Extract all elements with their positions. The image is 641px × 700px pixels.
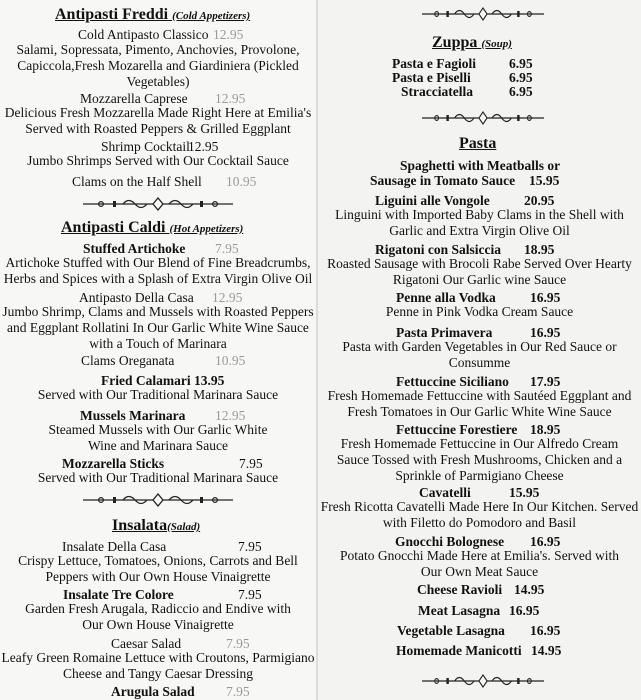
section-title-antipasti-caldi: Antipasti Caldi (Hot Appetizers)	[61, 219, 244, 236]
menu-item-mussels-marinara: Mussels Marinara	[80, 408, 186, 423]
menu-item-insalate-della-casa: Insalate Della Casa	[62, 539, 167, 554]
section-title-insalata: Insalata(Salad)	[112, 517, 201, 534]
item-price: 16.95	[530, 325, 561, 340]
item-price: 17.95	[530, 374, 561, 389]
menu-item-shrimp-cocktail: Shrimp Cocktail	[101, 139, 190, 154]
item-price: 7.95	[226, 636, 250, 651]
item-description: Pasta with Garden Vegetables in Our Red Sauce or Consumme	[342, 339, 617, 370]
menu-item-fettuccine-forestiere: Fettuccine Forestiere	[396, 422, 518, 437]
item-price: 12.95	[188, 139, 219, 154]
menu-item-liguini-vongole: Liguini alle Vongole	[375, 193, 490, 208]
menu-item-fried-calamari: Fried Calamari	[101, 373, 191, 388]
item-price: 12.95	[212, 290, 243, 305]
item-description: Roasted Sausage with Brocoli Rabe Served Over Hearty Rigatoni Our Garlic wine Sauce	[327, 256, 632, 287]
item-price: 7.95	[238, 539, 262, 554]
item-description: Linguini with Imported Baby Clams in the Shell with Garlic and Extra Virgin Olive Oil	[335, 207, 624, 238]
menu-item-spaghetti-meatballs: Spaghetti with Meatballs or	[400, 158, 561, 173]
item-price: 14.95	[531, 643, 562, 658]
item-price: 16.95	[530, 623, 561, 638]
item-description: Served with Our Traditional Marinara Sauce	[37, 387, 279, 402]
item-description: Artichoke Stuffed with Our Blend of Fine Breadcrumbs, Herbs and Spices with a Splash of Extra Virgin Olive Oil	[3, 255, 313, 286]
menu-item-vegetable-lasagna: Vegetable Lasagna	[397, 623, 505, 638]
item-description: Delicious Fresh Mozzarella Made Right Here at Emilia's Served with Roasted Peppers & Grilled Eggplant	[4, 105, 312, 136]
menu-item-mozzarella-sticks: Mozzarella Sticks	[62, 456, 165, 471]
menu-item-fettuccine-siciliano: Fettuccine Siciliano	[396, 374, 509, 389]
ornament-divider	[422, 7, 544, 21]
menu-item-stuffed-artichoke: Stuffed Artichoke	[83, 241, 186, 256]
item-price: 12.95	[215, 408, 246, 423]
menu-item-arugula-salad: Arugula Salad	[111, 684, 195, 699]
section-title-pasta: Pasta	[459, 135, 497, 152]
item-price: 6.95	[509, 84, 533, 99]
item-price: 7.95	[239, 456, 263, 471]
item-price: 14.95	[514, 582, 545, 597]
section-title-antipasti-freddi: Antipasti Freddi (Cold Appetizers)	[55, 6, 251, 23]
menu-item-penne-vodka: Penne alla Vodka	[396, 290, 496, 305]
menu-item-spaghetti-meatballs-line2: Sausage in Tomato Sauce	[370, 173, 516, 188]
item-price: 16.95	[530, 534, 561, 549]
item-description: Jumbo Shrimps Served with Our Cocktail Sauce	[27, 153, 289, 168]
menu-item-pasta-primavera: Pasta Primavera	[396, 325, 493, 340]
item-price: 12.95	[213, 27, 244, 42]
ornament-divider	[422, 674, 544, 688]
item-description: Fresh Homemade Fettuccine with Sautéed Eggplant and Fresh Tomatoes in Our Garlic White Wine Sauce	[327, 388, 632, 419]
menu-item-cold-antipasto-classico: Cold Antipasto Classico	[78, 27, 209, 42]
menu-item-pasta-e-piselli: Pasta e Piselli	[392, 70, 471, 85]
menu-item-mozzarella-caprese: Mozzarella Caprese	[80, 91, 188, 106]
ornament-divider	[83, 197, 233, 211]
item-price: 13.95	[194, 373, 225, 388]
item-price: 18.95	[524, 242, 555, 257]
item-description: Potato Gnocchi Made Here at Emilia's. Served with Our Own Meat Sauce	[339, 548, 620, 579]
item-price: 16.95	[509, 603, 540, 618]
menu-item-caesar-salad: Caesar Salad	[111, 636, 182, 651]
item-price: 6.95	[509, 56, 533, 71]
menu-item-antipasto-della-casa: Antipasto Della Casa	[79, 290, 194, 305]
item-description: Served with Our Traditional Marinara Sauce	[37, 470, 279, 485]
item-price: 10.95	[226, 174, 257, 189]
menu-item-clams-oreganata: Clams Oreganata	[81, 353, 175, 368]
item-description: Salami, Sopressata, Pimento, Anchovies, Provolone, Capiccola,Fresh Mozarella and Giardiniera (Pickled Vegetables)	[16, 42, 300, 89]
item-description: Crispy Lettuce, Tomatoes, Onions, Carrots and Bell Peppers with Our Own House Vinaigrette	[18, 553, 298, 584]
item-price: 6.95	[509, 70, 533, 85]
item-price: 7.95	[238, 587, 262, 602]
right-menu-page	[318, 0, 641, 700]
section-title-zuppa: Zuppa (Soup)	[432, 34, 512, 51]
item-price: 12.95	[215, 91, 246, 106]
item-description: Garden Fresh Arugala, Radiccio and Endive with Our Own House Vinaigrette	[25, 601, 291, 632]
ornament-divider	[422, 111, 544, 125]
menu-item-cheese-ravioli: Cheese Ravioli	[417, 582, 503, 597]
item-description: Leafy Green Romaine Lettuce with Croutons, Parmigiano Cheese and Tangy Caesar Dressing	[1, 650, 315, 681]
menu-item-insalate-tre-colore: Insalate Tre Colore	[63, 587, 174, 602]
item-price: 15.95	[529, 173, 560, 188]
item-price: 16.95	[530, 290, 561, 305]
menu-item-gnocchi-bolognese: Gnocchi Bolognese	[395, 534, 505, 549]
menu-item-homemade-manicotti: Homemade Manicotti	[396, 643, 522, 658]
item-price: 18.95	[530, 422, 561, 437]
menu-item-cavatelli: Cavatelli	[419, 485, 471, 500]
item-description: Fresh Homemade Fettuccine in Our Alfredo Cream Sauce Tossed with Fresh Mushrooms, Chicken and a Sprinkle of Parmigiano Cheese	[336, 436, 623, 483]
left-menu-page	[0, 0, 317, 700]
item-price: 15.95	[509, 485, 540, 500]
menu-item-rigatoni-salsiccia: Rigatoni con Salsiccia	[375, 242, 502, 257]
item-price: 20.95	[524, 193, 555, 208]
menu-item-meat-lasagna: Meat Lasagna	[418, 603, 501, 618]
item-description: Steamed Mussels with Our Garlic White Wine and Marinara Sauce	[48, 422, 268, 453]
menu-item-clams-half-shell: Clams on the Half Shell	[72, 174, 202, 189]
item-price: 7.95	[226, 684, 250, 699]
menu-item-pasta-e-fagioli: Pasta e Fagioli	[392, 56, 476, 71]
menu-item-stracciatella: Stracciatella	[401, 84, 473, 99]
item-description: Jumbo Shrimp, Clams and Mussels with Roasted Peppers and Eggplant Rollatini In Our Garlic White Wine Sauce with a Touch of Marinara	[2, 304, 314, 351]
ornament-divider	[83, 493, 233, 507]
item-price: 10.95	[215, 353, 246, 368]
item-description: Penne in Pink Vodka Cream Sauce	[385, 304, 574, 319]
item-description: Fresh Ricotta Cavatelli Made Here In Our Kitchen. Served with Filetto do Pomodoro and Basil	[320, 499, 639, 530]
item-price: 7.95	[215, 241, 239, 256]
